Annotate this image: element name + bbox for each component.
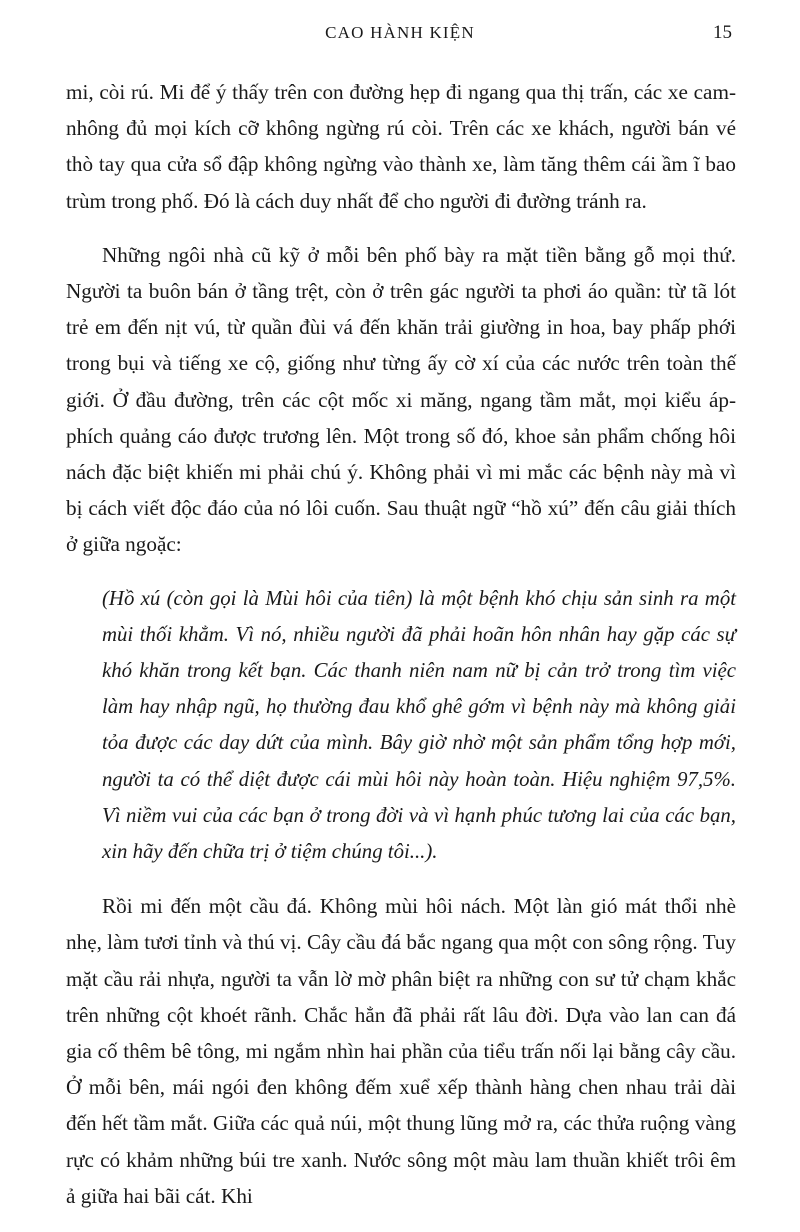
running-header: [0, 18, 800, 48]
paragraph-advertisement-quote: (Hồ xú (còn gọi là Mùi hôi của tiên) là một bệnh khó chịu sản sinh ra một mùi thối khẳm. Vì nó, nhiều người đã phải hoãn hôn nhân hay gặp các sự khó khăn trong kết bạn. Các thanh niên nam nữ bị cản trở trong tìm việc làm hay nhập ngũ, họ thường đau khổ ghê gớm vì bệnh này mà không giải tỏa được các day dứt của mình. Bây giờ nhờ một sản phẩm tổng hợp mới, người ta có thể diệt được cái mùi hôi này hoàn toàn. Hiệu nghiệm 97,5%. Vì niềm vui của các bạn ở trong đời và vì hạnh phúc tương lai của các bạn, xin hãy đến chữa trị ở tiệm chúng tôi...).: [102, 586, 736, 864]
body-text: [66, 74, 736, 1232]
paragraph-old-houses: Những ngôi nhà cũ kỹ ở mỗi bên phố bày ra mặt tiền bằng gỗ mọi thứ. Người ta buôn bán ở tầng trệt, còn ở trên gác người ta phơi áo quần: từ tã lót trẻ em đến nịt vú, từ quần đùi vá đến khăn trải giường in hoa, bay phấp phới trong bụi và tiếng xe cộ, giống như từng ấy cờ xí của các nước trên toàn thế giới. Ở đầu đường, trên các cột mốc xi măng, ngang tầm mắt, mọi kiểu áp-phích quảng cáo được trương lên. Một trong số đó, khoe sản phẩm chống hôi nách đặc biệt khiến mi phải chú ý. Không phải vì mi mắc các bệnh này mà vì bị cách viết độc đáo của nó lôi cuốn. Sau thuật ngữ “hồ xú” đến câu giải thích ở giữa ngoặc:: [66, 242, 736, 557]
paragraph-continuation: mi, còi rú. Mi để ý thấy trên con đường hẹp đi ngang qua thị trấn, các xe cam-nhông đủ mọi kích cỡ không ngừng rú còi. Trên các xe khách, người bán vé thò tay qua cửa sổ đập không ngừng vào thành xe, làm tăng thêm cái ầm ĩ bao trùm trong phố. Đó là cách duy nhất để cho người đi đường tránh ra.: [66, 80, 736, 213]
paragraph-stone-bridge: Rồi mi đến một cầu đá. Không mùi hôi nách. Một làn gió mát thổi nhè nhẹ, làm tươi tỉnh và thú vị. Cây cầu đá bắc ngang qua một con sông rộng. Tuy mặt cầu rải nhựa, người ta vẫn lờ mờ phân biệt ra những con sư tử chạm khắc trên những cột khoét rãnh. Chắc hẳn đã phải rất lâu đời. Dựa vào lan can đá gia cố thêm bê tông, mi ngắm nhìn hai phần của tiểu trấn nối lại bằng cây cầu. Ở mỗi bên, mái ngói đen không đếm xuể xếp thành hàng chen nhau trải dài đến hết tầm mắt. Giữa các quả núi, một thung lũng mở ra, các thửa ruộng vàng rực có khảm những búi tre xanh. Nước sông một màu lam thuần khiết trôi êm ả giữa hai bãi cát. Khi: [66, 894, 736, 1208]
page-number: 15: [713, 22, 732, 43]
running-title: CAO HÀNH KIỆN: [325, 23, 475, 42]
